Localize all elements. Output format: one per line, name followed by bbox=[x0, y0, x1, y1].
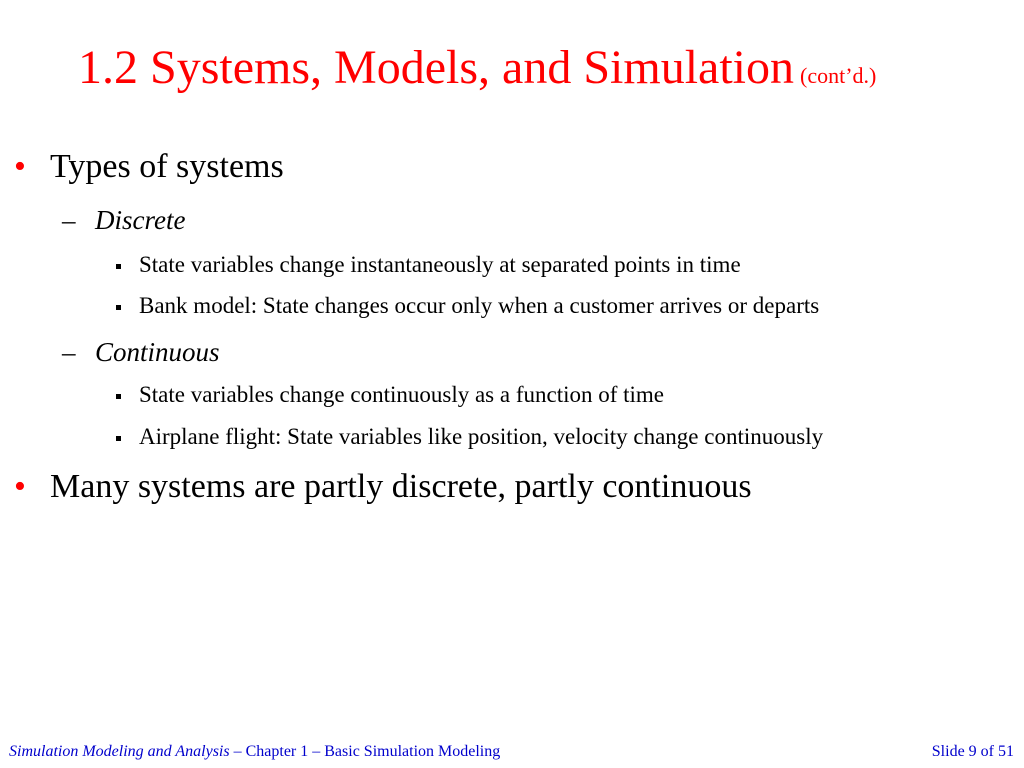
dash-icon: – bbox=[62, 337, 76, 367]
dash-icon: – bbox=[62, 205, 76, 235]
square-bullet-icon bbox=[116, 305, 121, 310]
bullet-text: Many systems are partly discrete, partly continuous bbox=[50, 468, 752, 505]
slide-title bbox=[78, 40, 876, 96]
footer-slide-number: Slide 9 of 51 bbox=[931, 743, 1014, 760]
sub-bullet-text: Discrete bbox=[95, 205, 186, 235]
sub-sub-bullet bbox=[139, 292, 819, 320]
square-bullet-icon bbox=[116, 394, 121, 399]
sub-bullet-continuous bbox=[62, 336, 220, 368]
footer-chapter-info bbox=[9, 742, 500, 762]
bullet-text: Types of systems bbox=[50, 148, 284, 185]
bullet-types-of-systems bbox=[14, 147, 284, 187]
square-bullet-icon bbox=[116, 436, 121, 441]
sub-sub-bullet-text: State variables change continuously as a function of time bbox=[139, 382, 665, 407]
sub-bullet-discrete bbox=[62, 204, 186, 236]
sub-sub-bullet-text: Bank model: State changes occur only when a customer arrives or departs bbox=[139, 293, 820, 318]
square-bullet-icon bbox=[116, 264, 121, 269]
sub-bullet-text: Continuous bbox=[95, 337, 220, 367]
sub-sub-bullet-text: State variables change instantaneously at separated points in time bbox=[139, 252, 741, 277]
sub-sub-bullet-text: Airplane flight: State variables like position, velocity change continuously bbox=[139, 424, 824, 449]
sub-sub-bullet bbox=[139, 381, 664, 409]
bullet-dot-icon: • bbox=[14, 468, 26, 505]
footer-book-title: Simulation Modeling and Analysis bbox=[9, 743, 230, 760]
slide-title-main: 1.2 Systems, Models, and Simulation bbox=[78, 41, 795, 94]
bullet-dot-icon: • bbox=[14, 148, 26, 185]
footer-chapter-text: – Chapter 1 – Basic Simulation Modeling bbox=[229, 743, 501, 760]
slide-title-suffix: (cont’d.) bbox=[800, 63, 877, 88]
sub-sub-bullet bbox=[139, 251, 741, 279]
sub-sub-bullet bbox=[139, 423, 823, 451]
bullet-partly-discrete bbox=[14, 467, 752, 507]
